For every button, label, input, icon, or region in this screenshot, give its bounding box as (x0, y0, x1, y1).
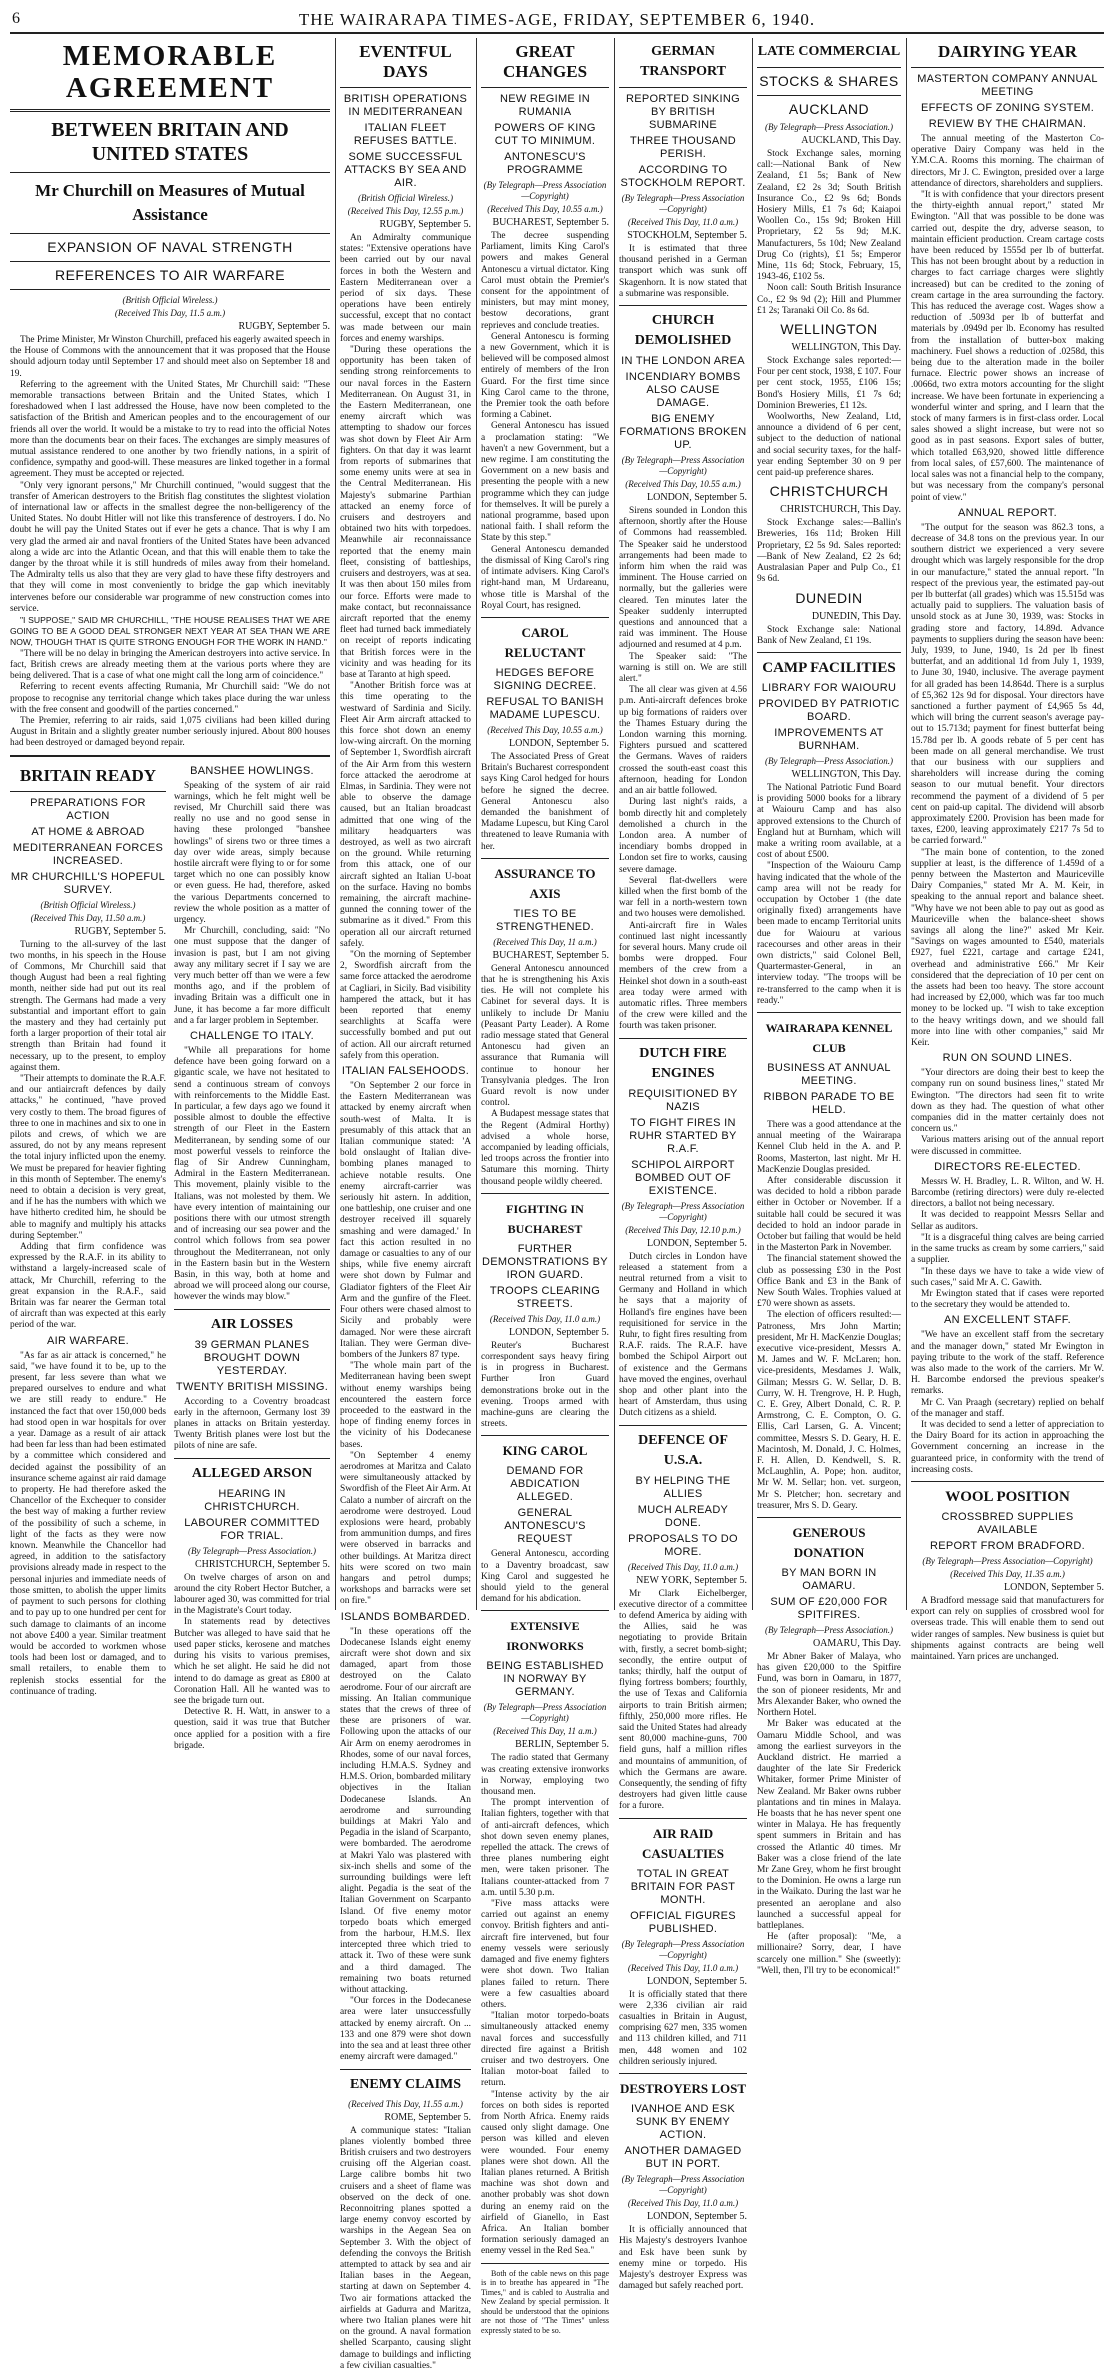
wool-credit: (By Telegraph—Press Association—Copyright) (922, 1555, 1093, 1566)
carol-paragraph: The Associated Press of Great Britain's Bucharest correspondent says King Carol hedged for hours before he signed the decree. General Antonescu also demanded the banishment of Madame Lupescu, but King Carol threatened to leave Rumania with her. (481, 751, 609, 852)
dutch-dateline: LONDON, September 5. (647, 1237, 747, 1249)
destroyers-lost-headline: DESTROYERS LOST (619, 2081, 747, 2097)
dairying-headline: DAIRYING YEAR (937, 42, 1078, 61)
raid-dateline: LONDON, September 5. (647, 1975, 747, 1987)
kennel-sub: BUSINESS AT ANNUAL MEETING. (767, 1061, 891, 1087)
banshee-paragraph: Speaking of the system of air raid warnings, which he felt might well be revised, Mr Churchill said there was really no use and no good sense in having these prolonged "banshee howlings" of sirens two or three times a day over wide areas, simply because hostile aircraft were flying to or for some target which no one can possibly know or even guess. He had, therefore, asked the various Departments concerned to review the whole position as a matter of urgency. (174, 780, 330, 925)
alleged-arson-sub: HEARING IN CHRISTCHURCH. (204, 1487, 300, 1513)
dutch-paragraph: Dutch circles in London have released a statement from a neutral returned from a visit to Germany and Holland in which he says that a majority of Holland's fire engines have been requisitioned for service in the Ruhr, to fight fires resulting from R.A.F. raids. The R.A.F. have bombed the Schipol Airport out of existence and the Germans have moved the engines, overhaul shop and other plant into the heart of Amsterdam, thus using Dutch citizens as a shield. (619, 1251, 747, 1419)
dairying-sub3: REVIEW BY THE CHAIRMAN. (928, 118, 1087, 130)
auck-paragraph: Noon call: South British Insurance Co., £2 9s 9d (2); Hill and Plummer £1 2s; Taranaki Oil Co. 8s 6d. (757, 283, 901, 316)
britain-ready-headline: BRITAIN READY (19, 765, 157, 785)
eventful-sub2: ITALIAN FLEET REFUSES BATTLE. (353, 122, 458, 147)
camp-credit: (By Telegraph—Press Association.) (765, 755, 893, 766)
raid-credit: (By Telegraph—Press Association—Copyright) (621, 1938, 745, 1960)
great-changes-paragraph: General Antonescu has issued a proclamation stating: "We haven't a new Government, but a new regime. I am constituting the Government on a new basis and presenting the people with a new programme which they can judge for themselves. It will be purely a national programme, based upon national faith. I shall reform the State by this step." (481, 421, 609, 544)
report-paragraph: "The main bone of contention, to the zoned supplier at least, is the difference of 1.459d of a penny between the Masterton and Mauriceville Dairy Companies," stated Mr A. M. Keir, in speaking to the annual report and balance sheet. "Why have we not been able to pay out as good as Mauriceville when the balance-sheet shows savings all along the line?" asked Mr Keir. "Savings on wages amounted to £540, materials £927, fuel £221, cartage and cartage £241, overhead and administrative £66." Mr Keir considered that the depreciation of 10 per cent on the assets had been too heavy. The store account had increased by £2,000, which was far too much money to be locked up. "I wish to take exception to the heavy writings down, and we should fall more into line with other companies," said Mr Keir. (911, 847, 1104, 1049)
lead-dateline: RUGBY, September 5. (238, 321, 330, 332)
church-paragraph: Sirens sounded in London this afternoon, shortly after the House of Commons had reassembled. The Speaker said he understood arrangements had been made to inform him when the raid was imminent. The House carried on normally, but the galleries were cleared. Ten minutes later the Speaker suddenly interrupted questions and announced that a raid was imminent. The House adjourned and resumed at 4 p.m. (619, 506, 747, 651)
alleged-arson-dateline: CHRISTCHURCH, September 5. (195, 1558, 330, 1570)
dest-dateline: LONDON, September 5. (647, 2211, 747, 2223)
gt-received: (Received This Day, 11.0 a.m.) (627, 217, 739, 227)
air-raid-casualties-headline: AIR RAID CASUALTIES (642, 1825, 724, 1861)
eventful-received: (Received This Day, 12.55 p.m.) (347, 206, 464, 216)
falsehoods-paragraph: "On September 4 enemy aerodromes at Maritza and Calato were simultaneously attacked by Swordfish of the Fleet Air Arm. At Calato a number of aircraft on the aerodrome were destroyed. Loud explosions were heard, probably from ammunition dumps, and fires were observed in barracks and other buildings. At Maritza direct hits were scored on two main hangars and petrol dumps; workshops and barracks were set on fire." (340, 1450, 471, 1607)
column-rule (476, 38, 477, 1610)
directors-subhead: DIRECTORS RE-ELECTED. (934, 1160, 1081, 1173)
auck-dateline: AUCKLAND, This Day. (801, 135, 901, 146)
lead-credit: (British Official Wireless.) (122, 295, 218, 305)
dutch-credit: (By Telegraph—Press Association—Copyright) (621, 1200, 745, 1222)
enemy-claims-headline: ENEMY CLAIMS (349, 2076, 462, 2092)
fighting-sub: FURTHER DEMONSTRATIONS BY IRON GUARD. (482, 1242, 608, 1281)
eventful-sub: BRITISH OPERATIONS IN MEDITERRANEAN (343, 93, 468, 118)
defence-sub3: PROPOSALS TO DO MORE. (628, 1532, 738, 1558)
great-changes-paragraph: General Antonescu demanded the dismissal of King Carol's ring of intimate advisers. King Carol's right-hand man, M Urdareanu, whose title is Marshal of the Royal Court, has resigned. (481, 544, 609, 611)
gt-paragraph: It is estimated that three thousand perished in a German transport which was sunk off Skagenhorn. It is now stated that a submarine was responsible. (619, 244, 747, 299)
auck-credit: (By Telegraph—Press Association.) (765, 122, 893, 132)
dairying-sub: MASTERTON COMPANY ANNUAL MEETING (917, 73, 1098, 98)
kennel-paragraph: After considerable discussion it was decided to hold a ribbon parade either in October or November. If a suitable hall could be secured it was decided to hold an indoor parade in October but failing that would be held in the Masterton Park in November. (757, 1175, 901, 1254)
eventful-headline: EVENTFUL DAYS (359, 42, 452, 81)
falsehoods-paragraph: "The whole main part of the Mediterranean having been swept without enemy warships being encountered the eastern force proceeded to the eastward in the hope of finding enemy forces in the vicinity of his Dodecanese bases. (340, 1361, 471, 1450)
chch-dateline: CHRISTCHURCH, This Day. (780, 504, 901, 516)
iron-paragraph: "Intense activity by the air forces on both sides is reported from North Africa. Enemy raids caused only slight damage. One person was killed and eleven were wounded. Four enemy planes were shot down. All the Italian planes returned. A British machine was shot down and another probably was shot down during an enemy raid on the airfield of Gianello, in East Africa. An Italian bomber formation seriously damaged an enemy vessel in the Red Sea." (481, 2089, 609, 2257)
britain-ready-paragraph: Adding that firm confidence was expressed by the R.A.F. in its ability to withstand a largely-increased scale of attack, Mr Churchill, referring to the great expansion in the R.A.F., said Britain was far nearer the German total of aircraft than was expected at this early period of the war. (10, 1242, 166, 1331)
great-changes-paragraph: The decree suspending Parliament, limits King Carol's powers and makes General Antonescu a virtual dictator. King Carol must obtain the Premier's consent for the appointment of ministers, but may mint money, bestow decorations, grant reprieves and conclude treaties. (481, 231, 609, 331)
air-losses-headline: AIR LOSSES (210, 1316, 294, 1332)
wellington-subhead: WELLINGTON (780, 321, 878, 338)
gen-credit: (By Telegraph—Press Association.) (765, 1625, 893, 1636)
lead-paragraph: Referring to the agreement with the United States, Mr Churchill said: "These memorable transactions between Britain and the United States, which I foreshadowed when I last addressed the House, have now been completed to the satisfaction of the British and American peoples and to the encouragement of our friends all over the world. It would be a mistake to try to read into the official Notes more than the documents bear on their faces. The exchanges are simply measures of mutual assistance rendered to one another by two friendly nations, in a spirit of confidence, sympathy and good-will. These measures are linked together in a formal agreement. They must be accepted or rejected. (10, 379, 330, 480)
column-rule (906, 38, 907, 1610)
wool-paragraph: A Bradford message said that manufacturers for export can rely on supplies of crossbred wool for overseas trade. This will enable them to send out wider ranges of samples. New business is quiet but shipments against contracts are being well maintained. Yarn prices are unchanged. (911, 1595, 1104, 1662)
auckland-subhead: AUCKLAND (788, 101, 870, 117)
axis-paragraph: A Budapest message states that the Regent (Admiral Horthy) advised a whole horse, accompanied by leading officials, led troops across the frontier into Satumare this morning. Thirty thousand people wildly cheered. (481, 1109, 609, 1187)
sound-paragraph: Various matters arising out of the annual report were discussed in committee. (911, 1135, 1104, 1157)
wool-position-headline: WOOL POSITION (945, 1488, 1070, 1505)
lead-article (10, 38, 330, 1751)
gen-paragraph: Mr Abner Baker of Malaya, who has given £20,000 to the Spitfire Fund, was born in Oamaru, in 1877, the son of pioneer residents, Mr and Mrs Alexander Baker, who owned the Northern Hotel. (757, 1652, 901, 1719)
dairying-year-article (911, 38, 1104, 1662)
air-warfare-paragraph: "As far as air attack is concerned," he said, "we have found it to be, up to the present, far less severe than what we prepared ourselves to endure and what we are still ready to endure." He instanced the fact that over 150,000 beds had stood open in war hospitals for over a year. Damage as a result of air attack had been far less than had been estimated by a committee which considered and decided against the possibility of an insurance scheme against air raid damage to property. He had therefore asked the Chancellor of the Exchequer to consider the best way of making a further review of the possibility of such a scheme, in light of the facts as they were now known. Meanwhile the Chancellor had agreed, in addition to the satisfactory provisions already made in respect to the personal injuries and immediate needs of those smitten, to abolish the upper limits of payment to such persons for clothing and to pay up to one hundred per cent for such damage to claimants of an income not above £400 a year. Similar treatment would be accorded to workmen whose tools had been lost or damaged, and to small retailers, to enable them to replenish stocks essential for the continuance of trading. (10, 1350, 166, 1697)
fighting-paragraph: Reuter's Bucharest correspondent says heavy firing is in progress in Bucharest. Further Iron Guard demonstrations broke out in the evening. Troops armed with machine-guns are clearing the streets. (481, 1340, 609, 1430)
wgtn-dateline: WELLINGTON, This Day. (791, 342, 901, 354)
wool-sub2: REPORT FROM BRADFORD. (929, 1539, 1085, 1552)
great-changes-dateline: BUCHAREST, September 5. (492, 217, 609, 228)
challenge-subhead: CHALLENGE TO ITALY. (190, 1029, 314, 1042)
gen-sub2: SUM OF £20,000 FOR SPITFIRES. (770, 1596, 888, 1622)
britain-ready-sub4: MR CHURCHILL'S HOPEFUL SURVEY. (10, 870, 166, 896)
alleged-arson-headline: ALLEGED ARSON (191, 1465, 313, 1481)
christchurch-subhead: CHRISTCHURCH (769, 483, 889, 500)
great-changes-sub3: ANTONESCU'S PROGRAMME (504, 151, 586, 176)
britain-ready-paragraph: Turning to the all-survey of the last two months, in his speech in the House of Commons, Mr Churchill said that though August had been a real fighting month, neither side had put out its real strength. The Germans had made a very substantial and important effort to gain the mastery and they had certainly put forth a larger proportion of their total air strength than Britain had found it necessary, up to the present, to employ against them. (10, 939, 166, 1073)
lead-subhead-3: EXPANSION OF NAVAL STRENGTH (47, 239, 293, 255)
axis-paragraph: General Antonescu announced that he is strengthening his Axis ties. He will not complete his Cabinet for several days. It is unlikely to include Dr Maniu (Peasant Party Leader). A Rome radio message stated that General Antonescu had given an assurance that Rumania will continue to honour her Transylvania pledges. The Iron Guard revolt is now under control. (481, 963, 609, 1109)
raid-sub2: OFFICIAL FIGURES PUBLISHED. (630, 1909, 736, 1935)
dairying-paragraph: The annual meeting of the Masterton Co-operative Dairy Company was held in the Y.M.C.A. Rooms this morning. The chairman of directors, Mr J. C. Ewington, presided over a large attendance of directors, shareholders and suppliers. (911, 134, 1104, 189)
dairying-sub2: EFFECTS OF ZONING SYSTEM. (920, 102, 1095, 114)
dun-dateline: DUNEDIN, This Day. (811, 610, 901, 622)
generous-donation-headline: GENEROUS DONATION (792, 1525, 866, 1561)
alleged-arson-paragraph: In statements read by detectives Butcher was alleged to have said that he used paper sticks, kerosene and matches during his visits to various premises, which he set alight. He said he did not intend to do damage as great as £800 at Coronation Hall. All he wanted was to see the brigade turn out. (174, 1617, 330, 1706)
enemy-claims-received: (Received This Day, 11.55 a.m.) (348, 2098, 463, 2109)
britain-ready-sub1: PREPARATIONS FOR ACTION (30, 796, 146, 822)
fighting-received: (Received This Day, 11.0 a.m.) (489, 1313, 601, 1324)
gen-sub: BY MAN BORN IN OAMARU. (781, 1567, 877, 1593)
camp-dateline: WELLINGTON, This Day. (791, 768, 901, 780)
church-paragraph: During last night's raids, a bomb directly hit and completely demolished a church in the London area. A number of incendiary bombs dropped in London set fire to works, causing severe damage. (619, 797, 747, 875)
britain-ready-credit: (British Official Wireless.) (40, 899, 136, 910)
gt-sub3: ACCORDING TO STOCKHOLM REPORT. (620, 164, 746, 189)
king-paragraph: General Antonescu, according to a Daventry broadcast, saw King Carol and suggested he should yield to the general demand for his abdication. (481, 1549, 609, 1605)
eventful-paragraph: "On the morning of September 2, Swordfish aircraft from the same force attacked the aerodrome at Cagliari, in Sicily. Bad visibility hampered the attack, but it has been reported that enemy searchlights at Scaffa were successfully bombed and put out of action. All our aircraft returned safely from this operation. (340, 950, 471, 1061)
kennel-paragraph: The election of officers resulted:—Patroness, Mrs John Martin; president, Mr H. MacKenzie Douglas; executive vice-president, Messrs A. M. James and W. F. McLaren; hon. vice-presidents, Mesdames J. Walk, Gilman; Messrs G. W. Sellar, D. B. Curry, W. H. Trengrove, H. P. Hugh, C. E. Grey, Albert Donald, C. R. P. Armstrong, C. E. Compton, O. G. Ellis, Carl Larsen, G. A. Vincent; committee, Messrs S. D. Geary, H. E. Macintosh, M. Donald, J. C. Holmes, F. H. Allen, D. Kendwell, S. R. McLaughlin, A. Pope; hon. auditor, Mr W. M. Sellar; hon. vet. surgeon, Mr S. Pletcher; hon. secretary and treasurer, Mrs S. D. Geary. (757, 1310, 901, 1511)
britain-ready-dateline: RUGBY, September 5. (74, 925, 166, 937)
king-carol-headline: KING CAROL (502, 1443, 588, 1459)
falsehoods-subhead: ITALIAN FALSEHOODS. (341, 1065, 470, 1078)
dutch-sub2: TO FIGHT FIRES IN RUHR STARTED BY R.A.F. (629, 1116, 737, 1155)
column-rule (752, 38, 753, 1610)
raid-received: (Received This Day, 11.0 a.m.) (627, 1962, 739, 1973)
defence-sub2: MUCH ALREADY DONE. (637, 1503, 729, 1529)
auck-paragraph: Stock Exchange sales, morning call:—National Bank of New Zealand, £1 5s; Bank of New Zealand, £2 2s 3d; South British Insurance Co., £2 9s 6d; Bonds Hosiery Mills, £1 7s 6d; Kaiapoi Woollen Co., 15s 9d; Broken Hill Proprietary, £2 5s 9d; M.K. Manufacturers, 5s 10d; New Zealand Drug Co (rights), £1 5s; Emperor Mine, 11s 6d; Stock, February, 15, 1943-46, £102 5s. (757, 149, 901, 283)
kennel-paragraph: There was a good attendance at the annual meeting of the Wairarapa Kennel Club held in the A. and P. Rooms, Masterton, last night. Mr H. MacKenzie Douglas presided. (757, 1119, 901, 1175)
lead-headline: MEMORABLE AGREEMENT (62, 40, 278, 104)
iron-paragraph: "Italian motor torpedo-boats simultaneously attacked enemy naval forces and successfully directed fire against a British cruiser and two destroyers. One Italian motor-boat failed to return. (481, 2011, 609, 2089)
great-changes-sub: NEW REGIME IN RUMANIA (499, 93, 591, 118)
lead-subhead-4: REFERENCES TO AIR WARFARE (54, 267, 286, 283)
wool-dateline: LONDON, September 5. (1004, 1581, 1104, 1593)
gt-credit: (By Telegraph—Press Association—Copyright) (621, 193, 745, 214)
iron-paragraph: The prompt intervention of Italian fighters, together with that of anti-aircraft defences, which shot down seven enemy planes, repelled the attack. The crews of three planes numbering eight men, were taken prisoner. The Italians counter-attacked from 7 a.m. until 5.30 p.m. (481, 1798, 609, 1898)
carol-dateline: LONDON, September 5. (509, 737, 609, 749)
axis-received: (Received This Day, 11 a.m.) (493, 936, 597, 947)
gen-dateline: OAMARU, This Day. (812, 1638, 901, 1650)
lead-paragraph: The Premier, referring to air raids, said 1,075 civilians had been killed during August in Britain and a slightly greater number seriously injured. About 800 houses had been destroyed or damaged beyond repair. (10, 715, 330, 749)
lead-paragraph: "Only very ignorant persons," Mr Churchill continued, "would suggest that the transfer of American destroyers to the British flag constitutes the slightest violation of international law or affects in the smallest degree the non-belligerency of the United States. No doubt Hitler will not like this transference of destroyers. I do. No doubt he will pay the United States out if ever he gets a chance. That is why I am very glad the armed air and naval frontiers of the United States have been advanced along a wide arc into the Atlantic Ocean, and that this will enable them to take the danger by the throat while it is still hundreds of miles away from their homeland. The Admiralty tells us also that they are very glad to have these fifty destroyers and that they will come in most conveniently to bridge the gap which inevitably intervenes before our considerable war programme of new construction comes into service. (10, 480, 330, 614)
iron-paragraph: "Five mass attacks were carried out against an enemy convoy. British fighters and anti-aircraft fire intervened, but four enemy vessels were seriously damaged and five enemy fighters were shot down. Two Italian planes failed to return. There were a few casualties aboard others. (481, 1899, 609, 2010)
page-number: 6 (12, 10, 20, 27)
camp-paragraph: "Inspection of the Waiouru Camp having indicated that the whole of the camp area will not be ready for occupation by October 1 (the date originally fixed) arrangements have been made to encamp Territorial units due for Waiouru at various racecourses and other areas in their own districts," said Colonel Bell, Quartermaster-General, in an interview today. "The troops will be re-transferred to the camp when it is ready." (757, 861, 901, 1006)
gen-paragraph: Mr Baker was educated at the Oamaru Middle School, and was among the earliest surveyors in the Auckland district. He married a daughter of the late Sir Frederick Whitaker, former Prime Minister of New Zealand. Mr Baker owns rubber plantations and tin mines in Malaya. He boasts that he has never spent one winter in Malaya. He has frequently spent summers in Britain and has crossed the Atlantic 40 times. Mr Baker was a close friend of the late Mr Zane Grey, whom he first brought to the Dominion. He owns a large run in the Waikato. During the last war he presented an aeroplane and also launched a successful appeal for battleplanes. (757, 1719, 901, 1931)
great-changes-credit: (By Telegraph—Press Association—Copyright) (483, 180, 607, 201)
eventful-paragraph: "During these operations the opportunity has been taken of sending strong reinforcements to our naval forces in the Eastern Mediterranean. On August 31, in the Eastern Mediterranean, one enemy aircraft which was attempting to shadow our forces was shot down by Fleet Air Arm fighters. On that day it was learnt from reports of submarines that some enemy units were at sea in the Central Mediterranean. His Majesty's submarine Parthian attacked an enemy force of cruisers and destroyers and obtained two hits with torpedoes. Meanwhile air reconnaissance reported that the enemy main fleet, consisting of battleships, cruisers and destroyers, was at sea. It was then about 150 miles from our force. Efforts were made to make contact, but reconnaissance aircraft reported that the enemy fleet had turned back immediately on receipt of reports indicating that British forces were in the vicinity and was heading for its base at Taranto at high speed. (340, 345, 471, 680)
gt-sub2: THREE THOUSAND PERISH. (629, 135, 737, 160)
defence-sub: BY HELPING THE ALLIES (635, 1474, 731, 1500)
kennel-paragraph: The financial statement showed the club as possessing £30 in the Post Office Bank and £3 in the Bank of New South Wales. Trophies valued at £70 were shown as assets. (757, 1254, 901, 1310)
banshee-paragraph: Mr Churchill, concluding, said: "No one must suppose that the danger of invasion is past, but I am not giving away any military secret if I say we are very much better off than we were a few months ago, and if the problem of invading Britain was a difficult one in June, it has become a far more difficult and a far larger problem in September. (174, 926, 330, 1026)
alleged-arson-paragraph: Detective R. H. Watt, in answer to a question, said it was true that Butcher once applied for a position with a fire brigade. (174, 1707, 330, 1751)
wgtn-paragraph: Stock Exchange sales reported:—Four per cent stock, 1938, £ 107. Four per cent stock, 1955, £106 15s; Bond's Hosiery Mills, £1 7s 6d; Dominion Breweries, £1 12s. (757, 356, 901, 411)
church-headline: CHURCH DEMOLISHED (634, 313, 732, 349)
church-paragraph: Anti-aircraft fire in Wales continued last night incessantly for several hours. Many crude oil bombs were dropped. Four members of the crew from a Heinkel shot down in a south-east area today were armed with automatic rifles. Three members of the crew were killed and the fourth was taken prisoner. (619, 920, 747, 1032)
falsehoods-paragraph: "On September 2 our force in the Eastern Mediterranean was attacked by enemy aircraft when south-west of Malta. It is presumably of this attack that an Italian communique stated: 'A bold onslaught of Italian dive-bombing planes managed to achieve notable results. One enemy aircraft-carrier was seriously hit astern. In addition, one battleship, one cruiser and one destroyer received ill squarely smashing and were damaged.' In fact this action resulted in no damage or casualties to any of our ships, while five enemy aircraft were shot down by Fulmar and Gladiator fighters of the Fleet Air Arm and the gunfire of the Fleet. Four others were chased almost to Sicily and probably were damaged. Nor were these aircraft Italian. They were German dive-bombers of the Junkers 87 type. (340, 1081, 471, 1360)
staff-subhead: AN EXCELLENT STAFF. (944, 1314, 1071, 1327)
dutch-received: (Received This Day, 12.10 p.m.) (625, 1224, 741, 1235)
fighting-dateline: LONDON, September 5. (509, 1326, 609, 1338)
defence-usa-headline: DEFENCE OF U.S.A. (638, 1432, 728, 1468)
air-losses-sub2: TWENTY BRITISH MISSING. (175, 1380, 329, 1393)
britain-ready-sub2: AT HOME & ABROAD (31, 825, 145, 838)
camp-paragraph: The National Patriotic Fund Board is providing 5000 books for a library at Waiouru Camp and has also approved extensions to the Church of England hut at Burnham, which will make a writing room available, at a cost of about £500. (757, 782, 901, 861)
enemy-claims-dateline: ROME, September 5. (384, 2111, 471, 2123)
lead-received: (Received This Day, 11.5 a.m.) (114, 308, 226, 318)
lead-paragraph: "There will be no delay in bringing the American destroyers into active service. In fact, British crews are already meeting them at the various ports where they are being delivered. That is a case of what one might call the long arm of coincidence." (10, 648, 330, 682)
islands-subhead: ISLANDS BOMBARDED. (340, 1610, 471, 1623)
dest-received: (Received This Day, 11.0 a.m.) (627, 2198, 739, 2209)
kennel-club-headline: WAIRARAPA KENNEL CLUB (765, 1020, 893, 1055)
eventful-paragraph: An Admiralty communique states: "Extensive operations have been carried out by our naval forces in both the Western and Eastern Mediterranean over a period of six days. These operations have been entirely successful, except that no contact was made between our main forces and enemy warships. (340, 233, 471, 344)
directors-paragraph: "In these days we have to take a wide view of such cases," said Mr A. C. Gawith. (911, 1266, 1104, 1288)
dutch-fire-headline: DUTCH FIRE ENGINES (639, 1045, 727, 1081)
staff-paragraph: It was decided to send a letter of appreciation to the Dairy Board for its action in approaching the Government concerning an increase in the guaranteed price, in conformity with the trend of increasing costs. (911, 1419, 1104, 1475)
gt-dateline: STOCKHOLM, September 5. (627, 230, 747, 241)
britain-ready-received: (Received This Day, 11.50 a.m.) (30, 912, 146, 923)
axis-dateline: BUCHAREST, September 5. (492, 949, 609, 961)
carol-received: (Received This Day, 10.55 a.m.) (487, 724, 603, 735)
fighting-sub2: TROOPS CLEARING STREETS. (489, 1284, 601, 1310)
camp-sub2: PROVIDED BY PATRIOTIC BOARD. (758, 697, 900, 723)
ironworks-headline: EXTENSIVE IRONWORKS (506, 1619, 584, 1654)
lead-paragraph: Referring to recent events affecting Rumania, Mr Churchill said: "We do not propose to recognise any territorial change which takes place during the war unless with the free consent and goodwill of the parties concerned." (10, 682, 330, 715)
air-losses-paragraph: According to a Coventry broadcast early in the afternoon, Germany lost 39 planes in attacks on Britain yesterday. Twenty British planes were lost but the pilots of nine are safe. (174, 1396, 330, 1452)
islands-paragraph: "In these operations off the Dodecanese Islands eight enemy aircraft were shot down and six damaged, apart from those destroyed on the Calato aerodrome. Four of our aircraft are missing. An Italian communique states that the crews of three of these are prisoners of war. Following upon the attacks of our Air Arm on enemy aerodromes in Rhodes, some of our naval forces, including H.M.A.S. Sydney and H.M.S. Orion, bombarded military objectives in the Italian Dodecanese Islands. An aerodrome and surrounding buildings at Makri Yalo and Pegadia in the island of Scarpanto, were bombarded. The aerodrome at Makri Yalo was plastered with six-inch shells and some of the surrounding buildings were left alight. Pegadia is the seat of the Italian Government on Scarpanto Island. Of five enemy motor torpedo boats which emerged from the harbour, H.M.S. Ilex intercepted three which tried to attack it. Two of these were sunk and a third damaged. The remaining two boats returned without attacking. (340, 1626, 471, 1996)
britain-ready-paragraph: "Their attempts to dominate the R.A.F. and our antiaircraft defences by daily attacks," he continued, "have proved very costly to them. The broad figures of three to one in machines and six to one in pilots and crews, of which we are assured, do not by any means represent the total injury inflicted upon the enemy. We must be prepared for heavier fighting in this month of September. The enemy's need to obtain a decision is very great, and if he has the numbers with which we have hitherto credited him, he should be able to magnify and multiply his attacks during September." (10, 1073, 166, 1241)
church-dateline: LONDON, September 5. (647, 492, 747, 504)
great-changes-paragraph: General Antonescu is forming a new Government, which it is believed will be composed almost entirely of members of the Iron Guard. For the first time since King Carol came to the throne, the Premier took the oath before forming a Cabinet. (481, 331, 609, 421)
camp-sub: LIBRARY FOR WAIOURU (761, 681, 897, 694)
axis-sub: TIES TO BE STRENGTHENED. (495, 907, 595, 933)
gen-paragraph: He (after proposal): "Me, a millionaire? Sorry, dear, I have scarcely one million." She (sweetly): "Well, then, I'll try to be economical!" (757, 1932, 901, 1976)
lead-subhead-1: BETWEEN BRITAIN AND UNITED STATES (51, 119, 289, 165)
raid-sub: TOTAL IN GREAT BRITAIN FOR PAST MONTH. (630, 1867, 736, 1906)
britain-ready-continued (174, 762, 330, 1752)
column-rule (335, 38, 336, 1610)
iron-received: (Received This Day, 11 a.m.) (493, 1726, 597, 1737)
masthead (10, 6, 1104, 34)
eventful-credit: (British Official Wireless.) (358, 193, 453, 203)
staff-paragraph: Mr C. Van Praagh (secretary) replied on behalf of the manager and staff. (911, 1397, 1104, 1419)
dun-paragraph: Stock Exchange sale: National Bank of New Zealand, £1 19s. (757, 624, 901, 646)
directors-paragraph: "It is a disgraceful thing calves are being carried in the same trucks as cream by some carriers," said a supplier. (911, 1232, 1104, 1266)
air-warfare-subhead: AIR WARFARE. (46, 1334, 130, 1347)
iron-paragraph: The radio stated that Germany was creating extensive ironworks in Norway, employing two thousand men. (481, 1753, 609, 1798)
newspaper-title: THE WAIRARAPA TIMES-AGE, FRIDAY, SEPTEMBER 6, 1940. (298, 10, 816, 29)
lead-paragraph: "I SUPPOSE," SAID MR CHURCHILL, "THE HOUSE REALISES THAT WE ARE GOING TO BE A GOOD DEAL STRONGER NEXT YEAR AT SEA THAN WE ARE NOW, THOUGH THAT IS QUITE STRONG ENOUGH FOR THE WORK IN HAND." (10, 615, 330, 648)
carol-reluctant-headline: CAROL RELUCTANT (504, 624, 586, 660)
church-paragraph: Several flat-dwellers were killed when the first bomb of the war fell in a north-western town and two houses were demolished. (619, 875, 747, 920)
lead-subhead-2: Mr Churchill on Measures of Mutual Assistance (35, 181, 305, 224)
assurance-axis-headline: ASSURANCE TO AXIS (494, 865, 596, 901)
column-rule (614, 38, 615, 1610)
dairying-paragraph: "It is with confidence that your directors present the thirty-eighth annual report," stated Mr Ewington. "All that was possible to be done was carried out, despite the dry, adverse season, to maintain efficient production. Cream cartage costs have been reduced by 1555d per lb of butterfat. This has not been brought about by a reduction in charges to fact carriage charges were slightly increased) but can be credited to the zoning of cream cartage in the area surrounding the factory. This has reduced the average cost. Wages show a reduction of .5093d per lb of butterfat and materials by .0949d per lb. Economy has resulted from the installation of butter-box making machinery. Fuel shows a reduction of .0258d, this being due to the alteration made in the boiler furnace. Electric power shows an increase of .0066d, two extra motors accounting for the slight increase. We have been fortunate in experiencing a wonderful winter and spring, and I learn that the stock of many farmers is in first-class order. Local sales showed a slight increase, but were not so good as in past seasons. Export sales of butter, which totalled £63,920, showed little difference from local sales, of £57,600. The maintenance of local sales was not a financial help to the company, but was necessary from the company's personal point of view." (911, 190, 1104, 503)
german-transport-headline: GERMAN TRANSPORT (640, 44, 726, 79)
chch-paragraph: Stock Exchange sales:—Ballin's Breweries, 16s 11d; Broken Hill Proprietary, £2 5s 9d. Sales reported:—Bank of New Zealand, £2 2s 6d; Australasian Paper and Pulp Co., £1 9s 6d. (757, 518, 901, 585)
late-commercial-headline: LATE COMMERCIAL (757, 44, 901, 59)
dest-paragraph: It is officially announced that His Majesty's destroyers Ivanhoe and Esk have been sunk by enemy mine or torpedo. His Majesty's destroyer Express was damaged but safely reached port. (619, 2225, 747, 2292)
camp-facilities-headline: CAMP FACILITIES (762, 659, 896, 676)
church-sub3: BIG ENEMY FORMATIONS BROKEN UP. (619, 413, 747, 452)
annual-report-subhead: ANNUAL REPORT. (958, 506, 1057, 519)
alleged-arson-paragraph: On twelve charges of arson on and around the city Robert Hector Butcher, a labourer aged 30, was committed for trial in the Magistrate's Court today. (174, 1572, 330, 1617)
dunedin-subhead: DUNEDIN (795, 589, 863, 606)
german-transport-article (619, 38, 747, 2292)
directors-paragraph: It was decided to reappoint Messrs Sellar and Sellar as auditors. (911, 1210, 1104, 1232)
wool-received: (Received This Day, 11.35 a.m.) (950, 1568, 1065, 1579)
great-changes-sub2: POWERS OF KING CUT TO MINIMUM. (494, 122, 596, 147)
report-paragraph: "The output for the season was 862.3 tons, a decrease of 34.8 tons on the previous year. In our southern district we experienced a very severe drought which was largely responsible for the drop in our manufacture," stated the annual report. "In respect of the previous year, the estimated pay-out per lb butterfat (all grades) which was 15.515d was actually paid to suppliers. The valuation basis of unsold stock as at June 30, 1939, was: Stocks in grading store and factory, 14.89d. Advance payments to suppliers during the season have been: July, 1939, to June, 1940, 1s 2d per lb finest butterfat, and an additional 1d from July 1, 1939, to June 30, 1940, inclusive. The average payment for all graded has been 14.864d. There is a surplus of £5,362 12s 9d for disposal. Your directors have sanctioned a further payment of £4,965 5s 4d, which will bring the current season's average pay-out to 15.713d; payment for finest butterfat being 15.78d per lb. A goods rebate of 5 per cent has been made on all general merchandise. We trust that our business with our suppliers and shareholders will increase during the coming season to our mutual benefit. Your directors recommend the payment of a dividend of 5 per cent on paid-up capital. The dividend will absorb approximately £200. Provision has been made for taxes, £200, leaving approximately £217 7s 5d to be carried forward." (911, 522, 1104, 847)
britain-ready-sub3: MEDITERRANEAN FORCES INCREASED. (12, 841, 164, 867)
directors-paragraph: Mr Ewington stated that if cases were reported to the secretary they would be attended to. (911, 1288, 1104, 1311)
eventful-days-article (340, 38, 471, 2371)
church-paragraph: The Speaker said: "The warning is still on. We are still alert." (619, 651, 747, 685)
late-commercial-article (757, 38, 901, 1976)
camp-sub3: IMPROVEMENTS AT BURNHAM. (774, 726, 884, 752)
enemy-claims-paragraph: A communique states: "Italian planes violently bombed three British cruisers and two destroyers cruising off the Algerian coast. Large calibre bombs hit two cruisers and a sheet of flame was observed on the deck of one. Reconnoitring planes spotted a large enemy convoy escorted by warships in the Aegean Sea on September 3. With the object of defending the convoys the British attempted to attack by sea and air Italian bases in the Aegean, starting at dawn on September 4. Two air formations attacked the airfields at Gadurra and Maritza, where two Italian planes were hit on the ground. A naval formation shelled Scarpanto, causing slight damage to buildings and inflicting a few civilian casualties." (340, 2125, 471, 2371)
eventful-sub3: SOME SUCCESSFUL ATTACKS BY SEA AND AIR. (344, 151, 467, 189)
defence-received: (Received This Day, 11.0 a.m.) (627, 1561, 739, 1572)
alleged-arson-sub2: LABOURER COMMITTED FOR TRIAL. (184, 1516, 320, 1542)
alleged-arson-credit: (By Telegraph—Press Association.) (188, 1545, 316, 1556)
stocks-shares-sub: STOCKS & SHARES (759, 73, 899, 89)
directors-paragraph: Messrs W. H. Bradley, L. R. Wilton, and W. H. Barcombe (retiring directors) were duly re-elected directors, a ballot not being necessary. (911, 1176, 1104, 1210)
staff-paragraph: "We have an excellent staff from the secretary and the manager down," stated Mr Ewington in paying tribute to the work of the staff. Reference was also made to the work of the carriers. Mr W. H. Barcombe endorsed the previous speaker's remarks. (911, 1330, 1104, 1397)
sound-lines-subhead: RUN ON SOUND LINES. (942, 1052, 1073, 1065)
church-sub2: INCENDIARY BOMBS ALSO CAUSE DAMAGE. (625, 371, 741, 410)
carol-sub2: REFUSAL TO BANISH MADAME LUPESCU. (486, 695, 604, 721)
iron-dateline: BERLIN, September 5. (515, 1739, 609, 1751)
king-sub: DEMAND FOR ABDICATION ALLEGED. (506, 1465, 584, 1504)
king-sub2: GENERAL ANTONESCU'S REQUEST (504, 1507, 586, 1546)
dest-credit: (By Telegraph—Press Association—Copyright) (621, 2174, 745, 2196)
gt-sub: REPORTED SINKING BY BRITISH SUBMARINE (625, 93, 740, 131)
lead-paragraph: The Prime Minister, Mr Winston Churchill, prefaced his eagerly awaited speech in the House of Commons with the announcement that it was proposed that the House should adjourn today until September 17 and should meet also on September 18 and 19. (10, 335, 330, 379)
great-changes-headline: GREAT CHANGES (502, 42, 588, 81)
dest-sub: IVANHOE AND ESK SUNK BY ENEMY ACTION. (631, 2103, 735, 2142)
dest-sub2: ANOTHER DAMAGED BUT IN PORT. (624, 2145, 742, 2171)
air-losses-sub: 39 GERMAN PLANES BROUGHT DOWN YESTERDAY. (194, 1338, 310, 1377)
defence-paragraph: Mr Clark Eichelberger, executive director of a committee to defend America by aiding with the Allies, said he was negotiating to provide Britain with, firstly, a secret bomb-sight; secondly, the entire output of tanks; thirdly, half the output of flying fortress bombers; fourthly, the use of Texas and California airports to train British airmen; fifthly, 250,000 more rifles. He said the United States had already sent 80,000 machine-guns, 700 field guns, half a million rifles and mountains of ammunition, of which the Germans are aware. Consequently, the sending of fifty destroyers had given little cause for a furore. (619, 1588, 747, 1812)
dutch-sub3: SCHIPOL AIRPORT BOMBED OUT OF EXISTENCE. (631, 1158, 735, 1197)
sound-paragraph: "Your directors are doing their best to keep the company run on sound business lines," stated Mr Ewington. "The directors had seen fit to write down as they had. The question of what other companies did in the matter certainly does not concern us." (911, 1068, 1104, 1135)
raid-paragraph: It is officially stated that there were 2,336 civilian air raid casualties in Britain in August, comprising 627 men, 335 women and 113 children killed, and 711 men, 448 women and 102 children seriously injured. (619, 1989, 747, 2067)
challenge-paragraph: "While all preparations for home defence have been going forward on a gigantic scale, we have not hesitated to send a continuous stream of convoys with reinforcements to the Middle East. In particular, a few days ago we found it possible almost to double the effective strength of our Fleet in the Eastern Mediterranean, by sending some of our most powerful vessels to reinforce the flag of Sir Andrew Cunningham, Admiral in the Eastern Mediterranean. This movement, plainly visible to the Italians, was not molested by them. We have every intention of maintaining our positions there with our utmost strength and of increasing our sea power and the control which follows from sea power throughout the Mediterranean, not only in the Eastern basin but in the Western Basin, in this way, both at home and abroad we will proceed along our course, however the winds may blow." (174, 1045, 330, 1303)
britain-ready-article (10, 762, 166, 1752)
iron-sub: BEING ESTABLISHED IN NORWAY BY GERMANY. (486, 1660, 604, 1699)
church-paragraph: The all clear was given at 4.56 p.m. Anti-aircraft defences broke up big formations of raiders over the Thames Estuary during the London warning this morning. Fighters pursued and scattered the Germans. Waves of raiders crossed the south-east coast this afternoon, heading for London and an air battle followed. (619, 685, 747, 797)
wgtn-paragraph: Woolworths, New Zealand, Ltd, announce a dividend of 6 per cent, subject to the deduction of national and social security taxes, for the half-year ending September 30 on 9 per cent paid-up preference shares. (757, 412, 901, 479)
great-changes-article (481, 38, 609, 2335)
carol-sub: HEDGES BEFORE SIGNING DECREE. (493, 666, 597, 692)
kennel-sub2: RIBBON PARADE TO BE HELD. (763, 1090, 895, 1116)
fighting-bucharest-headline: FIGHTING IN BUCHAREST (506, 1201, 584, 1236)
dutch-sub: REQUISITIONED BY NAZIS (628, 1087, 738, 1113)
church-credit: (By Telegraph—Press Association—Copyright) (621, 455, 745, 477)
iron-credit: (By Telegraph—Press Association—Copyright) (483, 1702, 607, 1724)
eventful-paragraph: "Another British force was at this time operating to the westward of Sardinia and Sicily. Fleet Air Arm aircraft attacked to this force shot down an enemy low-wing aircraft. On the morning of September 1, Swordfish aircraft of the Air Arm from this western force attacked the aerodrome at Elmas, in Sardinia. They were not able to observe the damage caused, but an Italian broadcast admitted that one wing of the military headquarters was destroyed, as well as two aircraft on the ground. While returning from this attack, one of our aircraft sighted an Italian U-boat on the surface. Having no bombs remaining, the aircraft machine-gunned the conning tower of the submarine as it dived." From this operation all our aircraft returned safely. (340, 681, 471, 949)
footnote: Both of the cable news on this page is in to breathe has appeared in "The Times," and is cabled to Australia and New Zealand by special permission. It should be understood that the opinions are not those of "The Times" unless expressly stated to be so. (481, 2268, 609, 2335)
wool-sub: CROSSBRED SUPPLIES AVAILABLE (941, 1510, 1074, 1536)
church-sub: IN THE LONDON AREA (621, 355, 745, 368)
eventful-dateline: RUGBY, September 5. (379, 219, 471, 230)
banshee-subhead: BANSHEE HOWLINGS. (190, 764, 314, 777)
islands-paragraph: "Our forces in the Dodecanese area were later unsuccessfully attacked by enemy aircraft. On ... 133 and one 879 were shot down into the sea and at least three other enemy aircraft were damaged." (340, 1996, 471, 2063)
great-changes-received: (Received This Day, 10.55 a.m.) (487, 204, 603, 214)
church-received: (Received This Day, 10.55 a.m.) (625, 479, 741, 490)
defence-dateline: NEW YORK, September 5. (636, 1574, 747, 1586)
